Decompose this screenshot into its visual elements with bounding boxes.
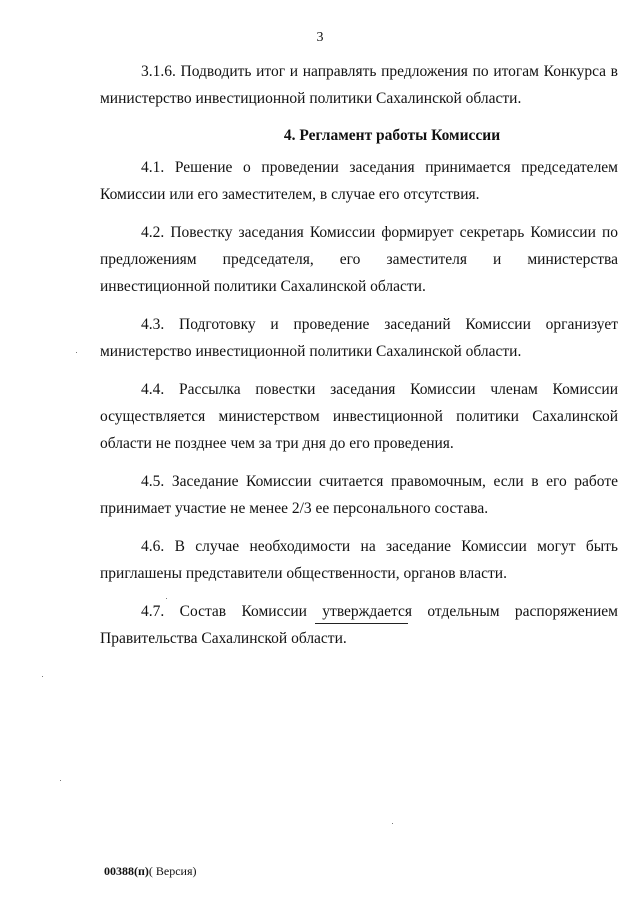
scan-speck: [392, 823, 393, 824]
paragraph-3-1-6: 3.1.6. Подводить итог и направлять предложения по итогам Конкурса в министерство инвестиционной политики Сахалинской области.: [100, 63, 618, 107]
footer-version: ( Версия): [148, 864, 197, 878]
scan-speck: [42, 676, 43, 677]
scan-speck: [76, 352, 77, 353]
document-footer: [104, 864, 197, 879]
paragraph-4-5: 4.5. Заседание Комиссии считается правомочным, если в его работе принимает участие не менее 2/3 ее персонального состава.: [100, 473, 618, 517]
end-of-text-divider: [315, 623, 408, 624]
paragraph-4-1: 4.1. Решение о проведении заседания принимается председателем Комиссии или его заместителем, в случае его отсутствия.: [100, 159, 618, 203]
paragraph-4-6: 4.6. В случае необходимости на заседание Комиссии могут быть приглашены представители общественности, органов власти.: [100, 538, 618, 582]
scan-speck: [166, 598, 167, 599]
scan-speck: [60, 780, 61, 781]
document-body: [100, 58, 618, 663]
paragraph-4-2: 4.2. Повестку заседания Комиссии формирует секретарь Комиссии по предложениям председателя, его заместителя и министерства инвестиционной политики Сахалинской области.: [100, 224, 618, 295]
paragraph-4-7: 4.7. Состав Комиссии утверждается отдельным распоряжением Правительства Сахалинской области.: [100, 603, 618, 647]
page-number: 3: [316, 30, 324, 45]
paragraph-4-3: 4.3. Подготовку и проведение заседаний Комиссии организует министерство инвестиционной политики Сахалинской области.: [100, 316, 618, 360]
paragraph-4-4: 4.4. Рассылка повестки заседания Комиссии членам Комиссии осуществляется министерством инвестиционной политики Сахалинской области не позднее чем за три дня до его проведения.: [100, 381, 618, 452]
footer-code: 00388(п): [104, 864, 149, 878]
section-heading-4: 4. Регламент работы Комиссии: [283, 127, 501, 144]
